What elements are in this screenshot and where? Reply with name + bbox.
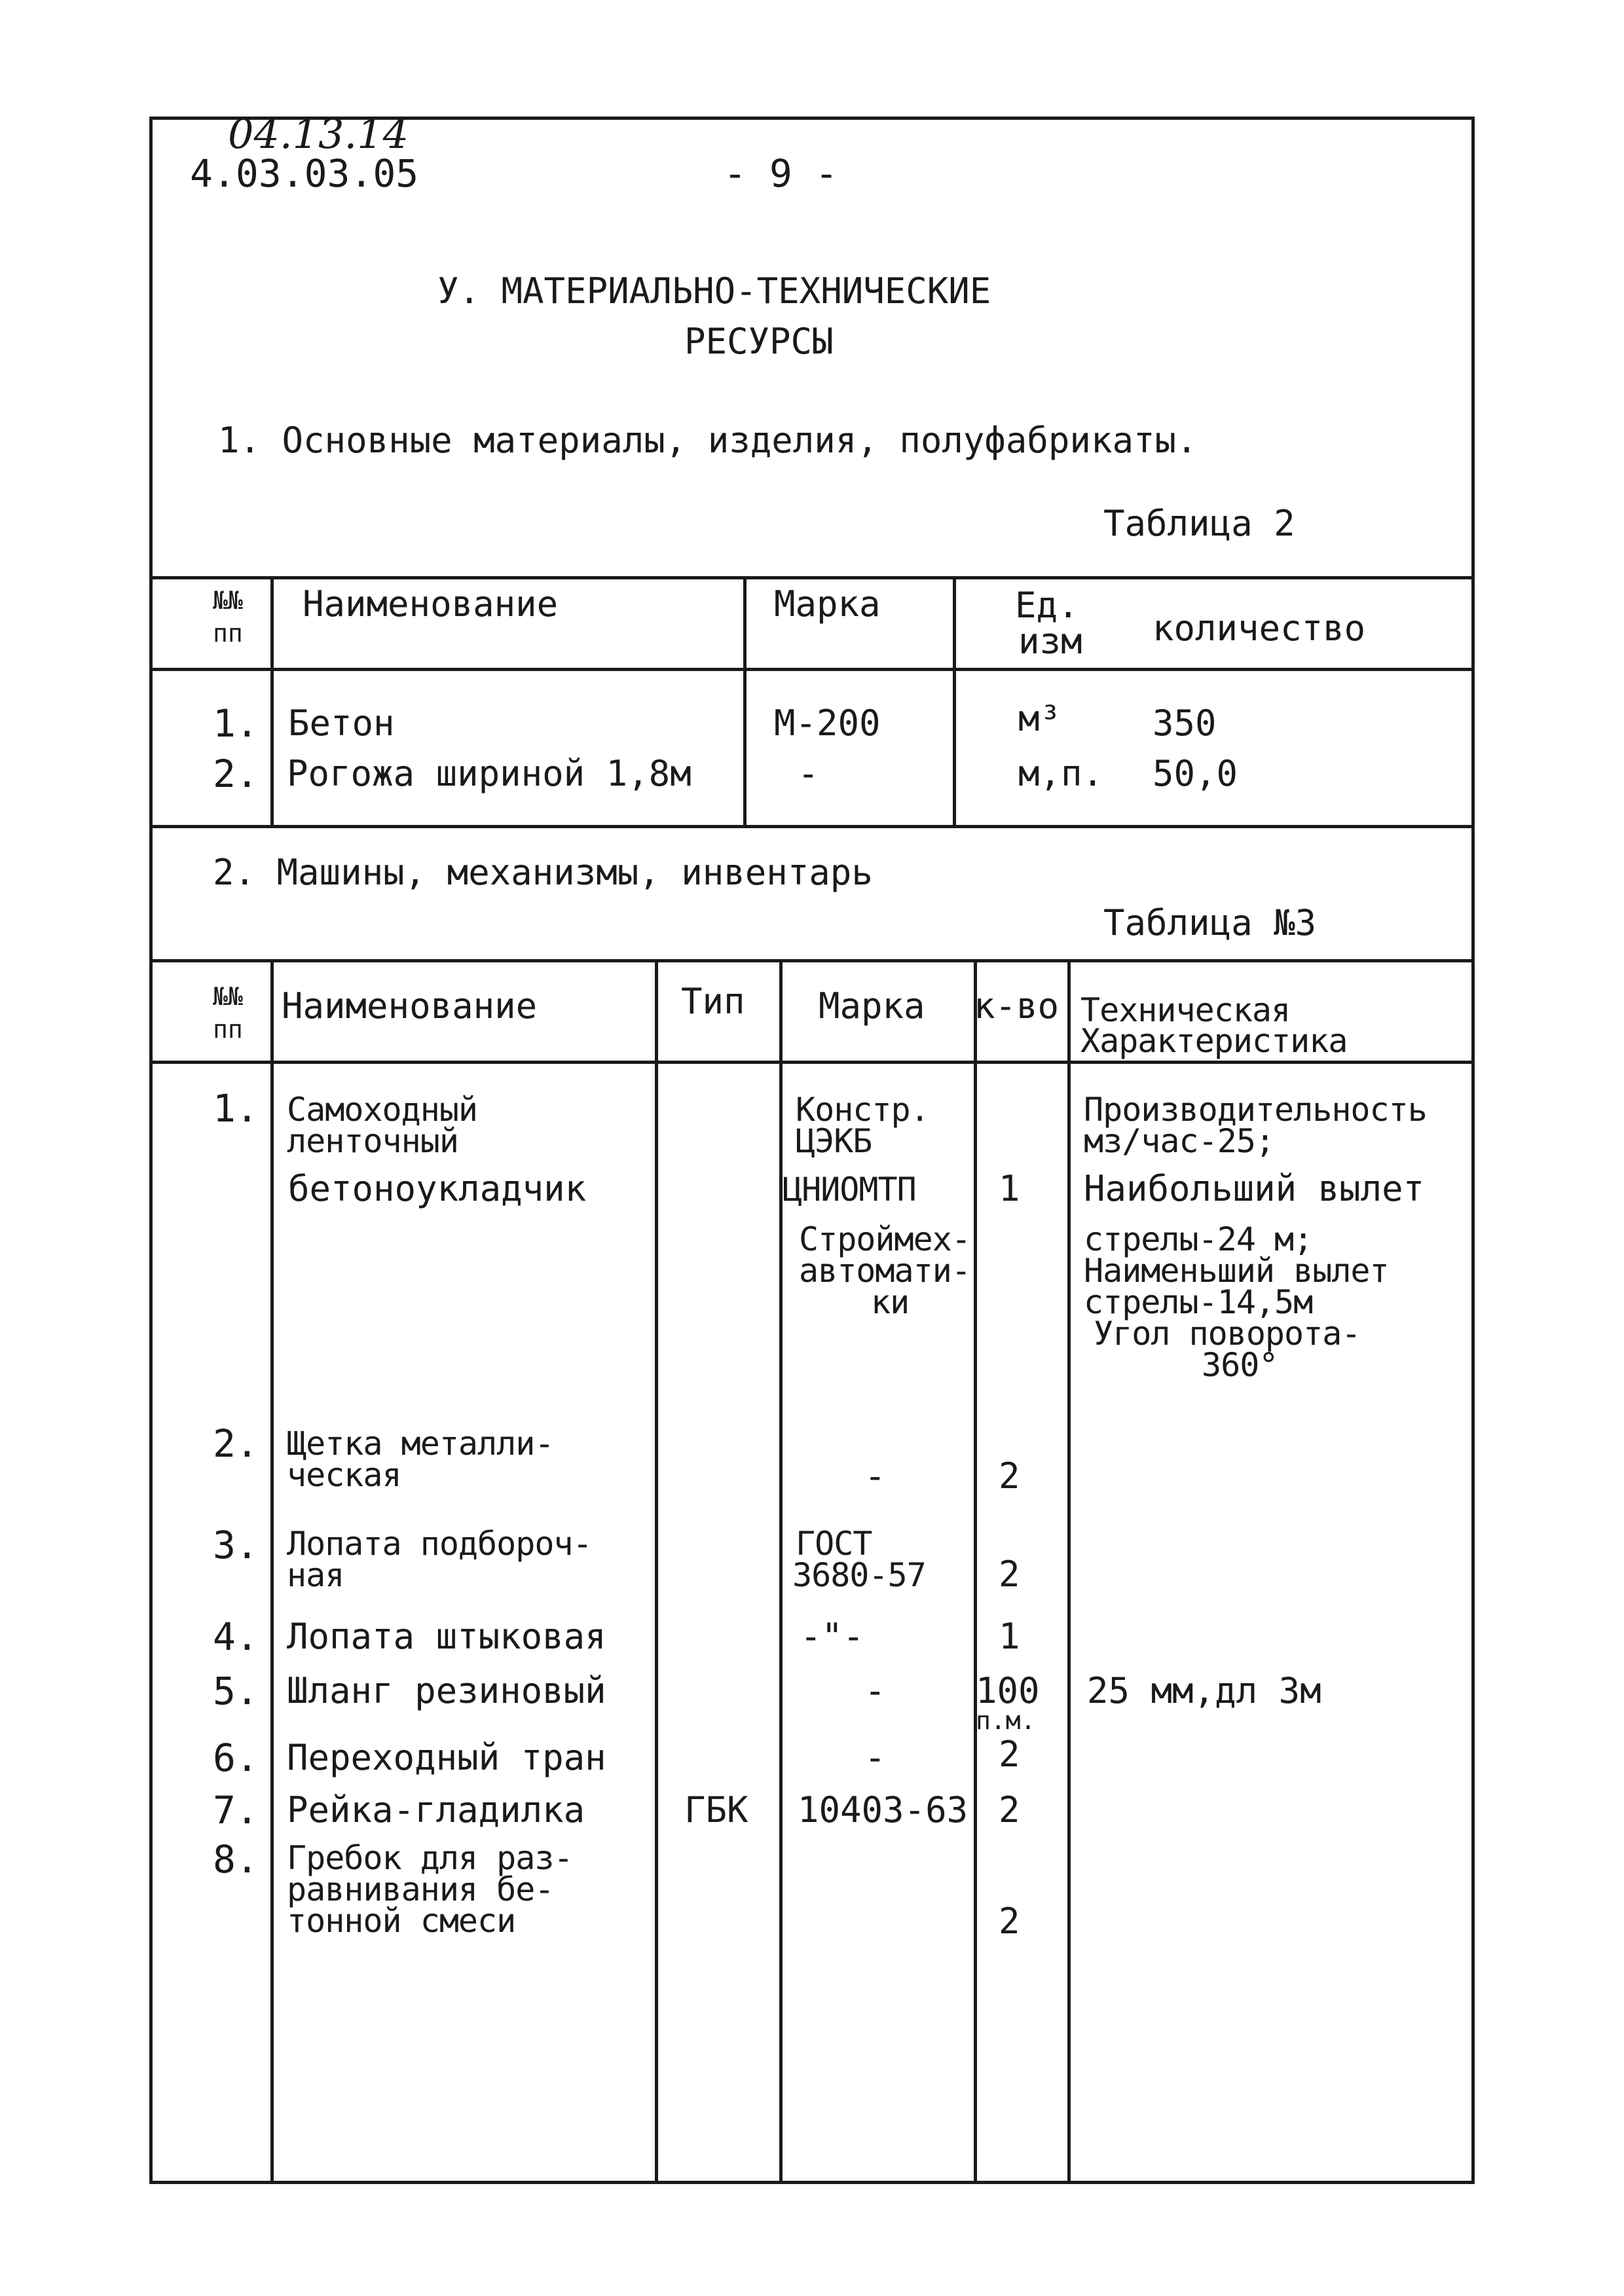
t3-row7-num: 7. (213, 1788, 259, 1832)
t2-row2-unit: м,п. (1018, 753, 1104, 794)
t3-row1-char-line: стрелы-14,5м (1084, 1283, 1313, 1321)
t3-row7-type: ГБК (684, 1789, 748, 1831)
t2-header-qty: количество (1153, 608, 1366, 649)
t3-row7-name: Рейка-гладилка (287, 1789, 585, 1831)
table2-top-border (149, 576, 1475, 579)
t3-row3-name-line: ная (287, 1556, 344, 1594)
t3-header-type: Тип (681, 981, 745, 1022)
t3-row1-name-line: бетоноукладчик (288, 1168, 587, 1209)
t3-row1-name-line: ленточный (287, 1122, 458, 1160)
t3-row1-char-line: Наибольший вылет (1084, 1168, 1425, 1209)
t3-header-num-top: №№ (213, 982, 243, 1011)
table3-header-border (149, 1061, 1475, 1064)
t3-row8-name-line: Гребок для раз- (287, 1839, 573, 1877)
table2-col-divider (743, 576, 747, 825)
t3-row3-name-line: Лопата подбороч- (287, 1525, 592, 1563)
t2-row1-num: 1. (213, 701, 259, 746)
t3-row8-qty: 2 (999, 1901, 1020, 1942)
table3-label: Таблица №3 (1103, 902, 1317, 943)
t3-row1-char-line: мз/час-25; (1084, 1122, 1275, 1160)
t3-row5-name: Шланг резиновый (287, 1670, 606, 1711)
table3-col-divider (779, 959, 783, 2184)
t3-row1-brand-line: ЦЭКБ (796, 1122, 872, 1160)
t2-row1-brand: М-200 (774, 702, 881, 744)
table2-col-divider (953, 576, 956, 825)
t3-row1-brand-line: автомати- (799, 1252, 970, 1290)
t2-row2-brand: - (798, 753, 819, 794)
t3-header-brand: Марка (819, 985, 925, 1027)
subsection2-heading: 2. Машины, механизмы, инвентарь (213, 852, 873, 893)
t3-row5-char: 25 мм,дл 3м (1087, 1670, 1321, 1711)
table2-label: Таблица 2 (1103, 503, 1295, 544)
t3-row1-char-line: Угол поворота- (1094, 1315, 1361, 1353)
t3-row1-name-line: Самоходный (287, 1091, 478, 1129)
doc-code: 4.03.03.05 (190, 151, 419, 196)
t3-row8-name-line: равнивания бе- (287, 1870, 554, 1908)
handwritten-code: 04.13.14 (228, 110, 409, 158)
t3-row2-qty: 2 (999, 1455, 1020, 1497)
t3-row5-num: 5. (213, 1669, 259, 1713)
t2-header-num-top: №№ (213, 586, 243, 615)
table2-header-border (149, 668, 1475, 671)
t3-row2-name-line: Щетка металли- (287, 1425, 554, 1463)
t3-row7-brand: 10403-63 (798, 1789, 969, 1831)
t3-row2-name-line: ческая (287, 1456, 401, 1494)
section-title-line2: РЕСУРСЫ (684, 321, 834, 362)
t3-row2-brand: - (864, 1455, 886, 1497)
t3-row5-brand: - (864, 1670, 886, 1711)
t3-row7-qty: 2 (999, 1789, 1020, 1831)
t3-row2-num: 2. (213, 1421, 259, 1466)
table3-col-divider (1067, 959, 1071, 2184)
table3-top-border (149, 959, 1475, 962)
t3-row1-num: 1. (213, 1086, 259, 1131)
t3-row4-num: 4. (213, 1614, 259, 1659)
t3-header-char-bottom: Характеристика (1080, 1022, 1348, 1060)
t2-row2-qty: 50,0 (1153, 753, 1238, 794)
t3-row1-qty: 1 (999, 1168, 1020, 1209)
t2-header-unit-top: Ед. (1015, 585, 1079, 626)
t2-row2-num: 2. (213, 752, 259, 796)
t2-header-name: Наименование (303, 583, 559, 625)
t3-header-name: Наименование (282, 985, 538, 1027)
t3-row1-brand-line: ки (871, 1283, 910, 1321)
t3-row6-name: Переходный тран (287, 1737, 606, 1778)
t3-row6-brand: - (864, 1737, 886, 1778)
t3-row1-char-line: стрелы-24 м; (1084, 1220, 1313, 1258)
t3-row8-num: 8. (213, 1837, 259, 1882)
t3-row1-brand-line: ЦНИОМТП (783, 1171, 916, 1209)
t3-row1-char-line: Производительность (1084, 1091, 1427, 1129)
t2-header-brand: Марка (774, 583, 881, 625)
t3-row6-num: 6. (213, 1736, 259, 1780)
t3-row4-brand: -"- (800, 1616, 864, 1657)
table3-col-divider (270, 959, 274, 2184)
t3-row6-qty: 2 (999, 1734, 1020, 1775)
t3-header-num-bottom: пп (213, 1015, 243, 1044)
t3-row8-name-line: тонной смеси (287, 1902, 516, 1940)
t2-row1-qty: 350 (1153, 702, 1217, 744)
t3-row4-qty: 1 (999, 1616, 1020, 1657)
table3-col-divider (974, 959, 977, 2184)
t2-row1-unit: м³ (1018, 698, 1061, 739)
section-title-line1: У. МАТЕРИАЛЬНО-ТЕХНИЧЕСКИЕ (437, 270, 991, 312)
t3-row1-char-line: Наименьший вылет (1084, 1252, 1389, 1290)
t3-row1-brand-line: Строймех- (799, 1220, 970, 1258)
t2-header-num-bottom: пп (213, 619, 243, 647)
t3-row4-name: Лопата штыковая (287, 1616, 606, 1657)
t3-row5-qty-unit: п.м. (976, 1706, 1036, 1735)
t3-row1-brand-line: Констр. (796, 1091, 929, 1129)
t2-row2-name: Рогожа шириной 1,8м (287, 753, 692, 794)
table2-bottom-border (149, 825, 1475, 828)
table2-col-divider (270, 576, 274, 825)
page-number: - 9 - (724, 151, 838, 196)
t3-row5-qty: 100 (976, 1670, 1040, 1711)
t3-row3-qty: 2 (999, 1554, 1020, 1595)
t3-header-qty: к-во (974, 985, 1060, 1027)
t3-row1-char-line: 360° (1202, 1346, 1278, 1384)
t3-row3-num: 3. (213, 1523, 259, 1567)
t3-header-char-top: Техническая (1080, 991, 1291, 1029)
t2-header-unit-bottom: изм (1018, 621, 1082, 662)
t2-row1-name: Бетон (288, 702, 395, 744)
subsection1-heading: 1. Основные материалы, изделия, полуфабрикаты. (218, 420, 1198, 461)
table3-col-divider (655, 959, 658, 2184)
t3-row3-brand-line: ГОСТ (796, 1525, 872, 1563)
t3-row3-brand-line: 3680-57 (792, 1556, 926, 1594)
